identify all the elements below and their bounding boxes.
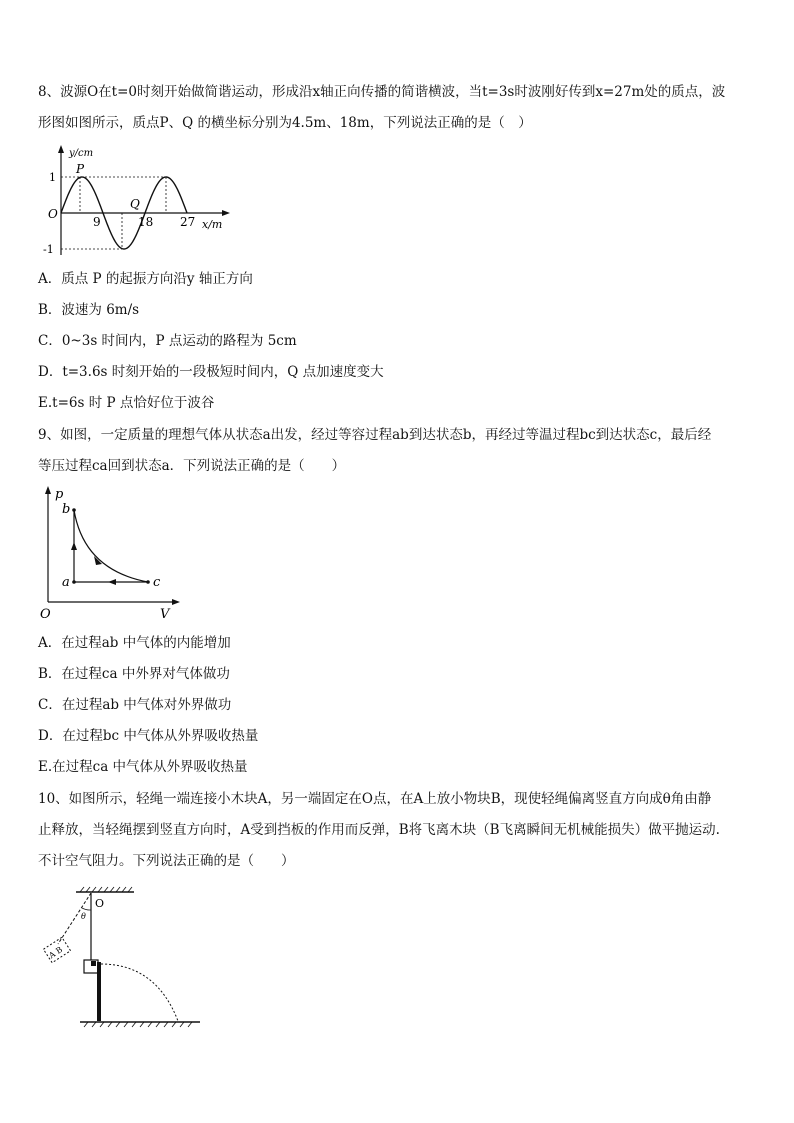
q9-stem-line2: 等压过程ca回到状态a．下列说法正确的是（ ） — [38, 458, 346, 474]
q10-block-b — [91, 961, 96, 966]
q9-c-label: c — [153, 575, 161, 590]
q9-process-bc — [74, 510, 148, 582]
q9-stem-line1: 9、如图，一定质量的理想气体从状态a出发，经过等容过程ab到达状态b，再经过等温过程bc到达状态c，最后经 — [38, 427, 712, 443]
q8-wave-figure — [40, 143, 240, 258]
q10-o-label: O — [95, 897, 105, 910]
q8-point-q: Q — [130, 197, 140, 211]
q8-y-tick-pos: 1 — [49, 171, 56, 184]
q8-option-d: D．t=3.6s 时刻开始的一段极短时间内，Q 点加速度变大 — [38, 364, 384, 380]
q10-angle-arc — [82, 908, 91, 910]
q9-p-label: p — [55, 487, 64, 502]
q9-option-c: C．在过程ab 中气体对外界做功 — [38, 697, 232, 713]
q10-ab-label: A B — [47, 945, 65, 961]
q9-option-b: B．在过程ca 中外界对气体做功 — [38, 666, 230, 682]
q9-state-c-dot — [146, 580, 150, 584]
q9-arrow-ca — [108, 579, 116, 585]
q8-x-tick-18: 18 — [138, 215, 154, 229]
q10-stem-line1: 10、如图所示，轻绳一端连接小木块A，另一端固定在O点，在A上放小物块B，现使轻绳偏离竖直方向成θ角由静 — [38, 791, 712, 807]
q8-x-tick-9: 9 — [93, 215, 101, 229]
q9-state-a-dot — [72, 580, 76, 584]
q10-barrier-board — [97, 962, 101, 1021]
q8-origin-label: O — [48, 207, 58, 221]
q9-a-label: a — [62, 575, 70, 590]
q9-option-a: A．在过程ab 中气体的内能增加 — [38, 635, 231, 651]
q9-state-b-dot — [72, 508, 76, 512]
q10-rope-displaced — [58, 893, 91, 944]
q10-projectile-path — [101, 964, 178, 1021]
q9-arrow-ab — [71, 542, 77, 550]
q9-v-arrow — [172, 599, 180, 605]
q9-pv-figure — [36, 484, 186, 624]
q8-stem-line2: 形图如图所示，质点P、Q 的横坐标分别为4.5m、18m，下列说法正确的是（ ） — [38, 115, 532, 131]
q8-x-arrow — [222, 210, 230, 216]
q9-option-e: E.在过程ca 中气体从外界吸收热量 — [38, 759, 248, 775]
q10-theta-label: θ — [81, 912, 86, 921]
q9-p-arrow — [45, 486, 51, 494]
q9-v-label: V — [160, 607, 170, 622]
q8-y-axis-label: y/cm — [69, 148, 94, 159]
q8-point-p: P — [76, 162, 85, 176]
q8-option-b: B．波速为 6m/s — [38, 302, 140, 318]
q10-stem-line2: 止释放，当轻绳摆到竖直方向时，A受到挡板的作用而反弹，B将飞离木块（B飞离瞬间无机械能损失）做平抛运动. — [38, 822, 720, 838]
q9-b-label: b — [62, 502, 71, 517]
q10-pendulum-figure — [36, 884, 208, 1032]
q8-option-e: E.t=6s 时 P 点恰好位于波谷 — [38, 395, 215, 411]
q8-y-tick-neg: -1 — [43, 243, 54, 256]
q9-origin-label: O — [40, 607, 51, 622]
q8-y-arrow — [58, 145, 64, 153]
q9-option-d: D．在过程bc 中气体从外界吸收热量 — [38, 728, 259, 744]
q8-option-a: A．质点 P 的起振方向沿y 轴正方向 — [38, 271, 253, 287]
q8-x-tick-27: 27 — [180, 215, 196, 229]
q8-stem-line1: 8、波源O在t=0时刻开始做简谐运动，形成沿x轴正向传播的简谐横波，当t=3s时波刚好传到x=27m处的质点，波 — [38, 84, 726, 100]
q10-stem-line3: 不计空气阻力。下列说法正确的是（ ） — [38, 853, 295, 869]
q8-option-c: C．0~3s 时间内，P 点运动的路程为 5cm — [38, 333, 297, 349]
q8-x-axis-label: x/m — [202, 218, 223, 231]
